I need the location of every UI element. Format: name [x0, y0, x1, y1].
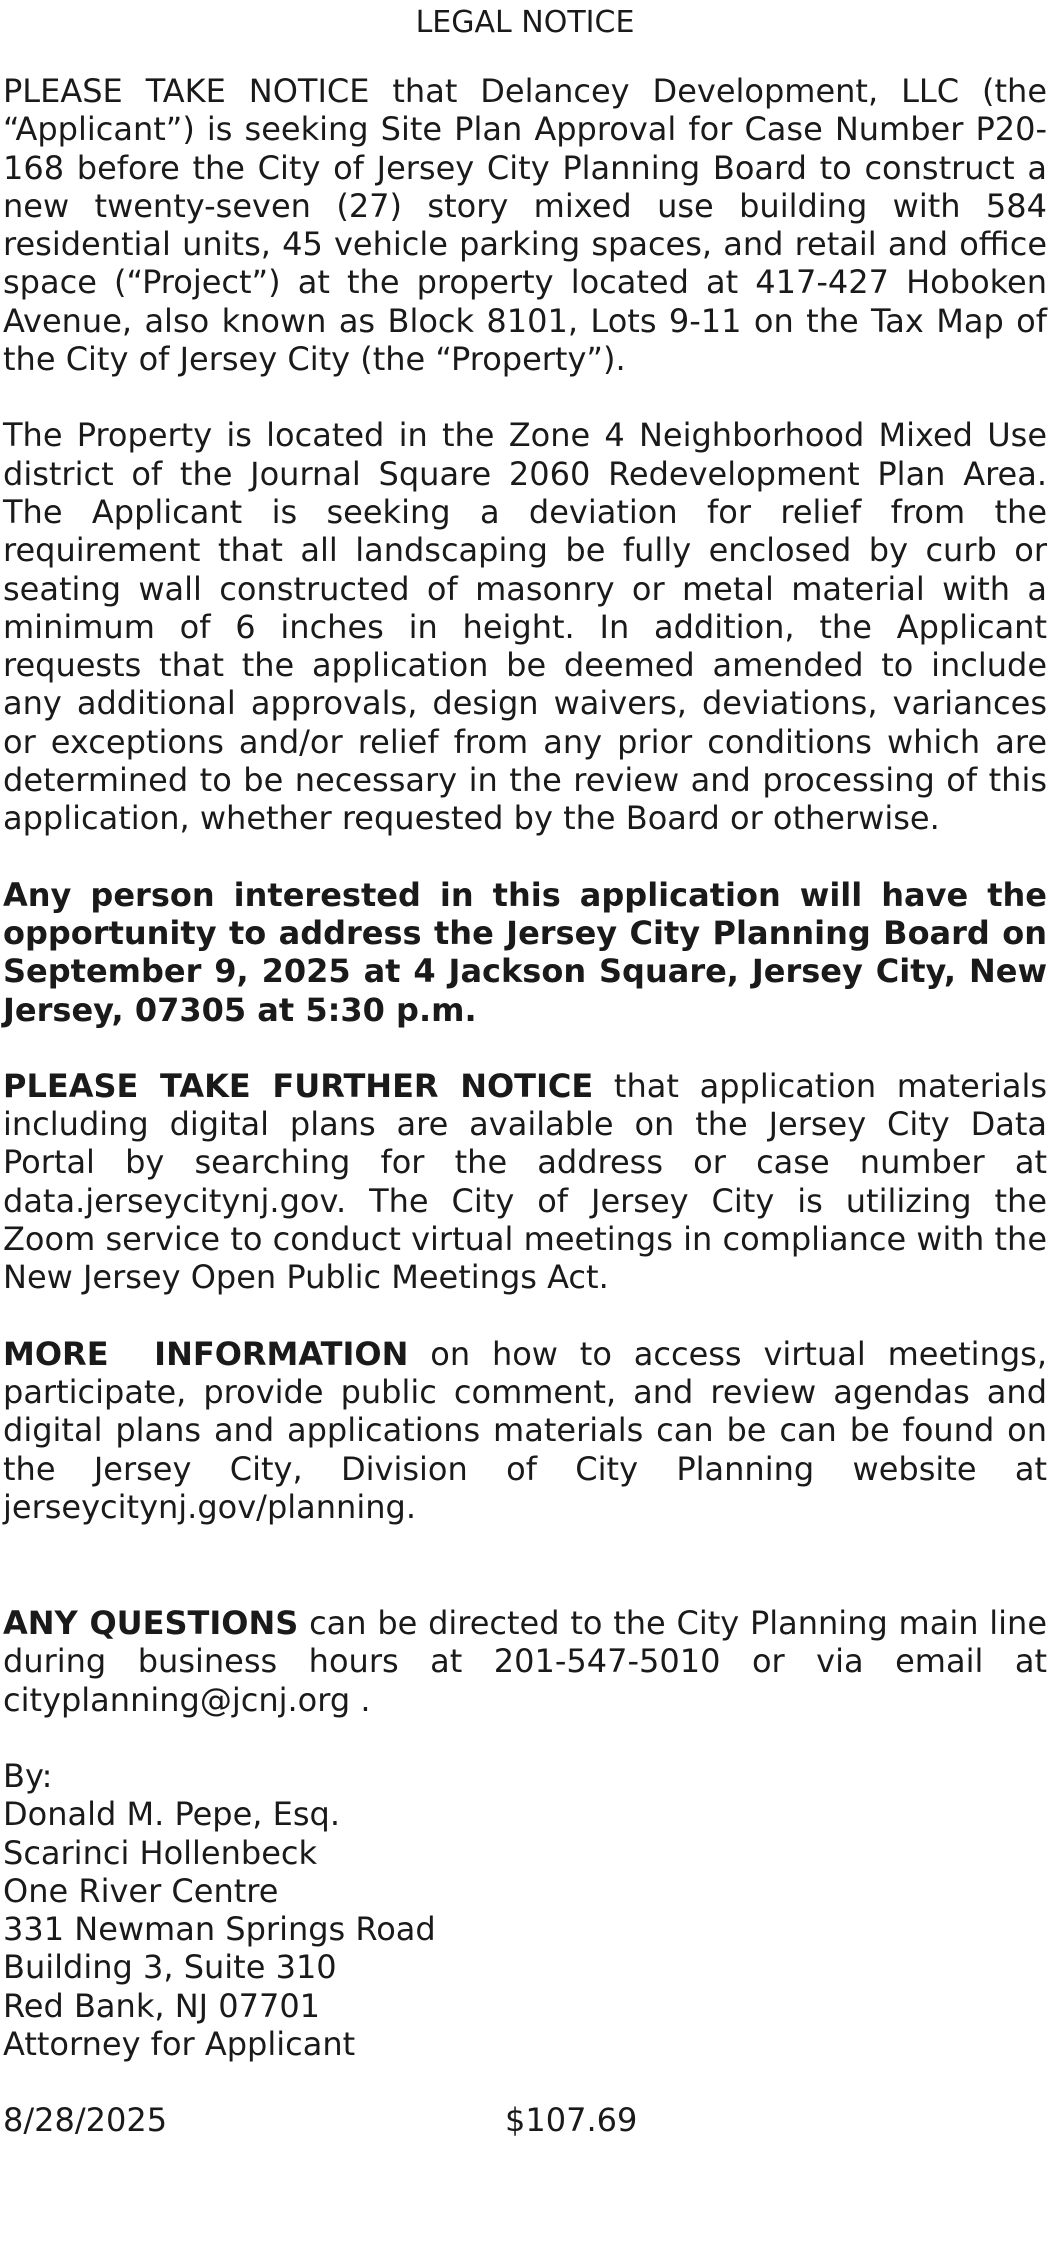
signature-name: Donald M. Pepe, Esq. — [3, 1795, 340, 1834]
legal-notice — [0, 4, 1050, 2141]
notice-footer — [3, 2101, 1047, 2141]
questions-text: can be directed to the City Planning main line during business hours at 201-547-5010 or via email at cityplanning@jcnj.org . — [3, 1604, 1048, 1719]
paragraph-hearing — [3, 876, 1047, 1029]
signature-city: Red Bank, NJ 07701 — [3, 1986, 321, 2025]
more-information-lead: MORE INFORMATION — [3, 1334, 409, 1373]
signature-street: 331 Newman Springs Road — [3, 1910, 436, 1949]
paragraph-property: The Property is located in the Zone 4 Neighborhood Mixed Use district of the Journal Square 2060 Redevelopment Plan Area. The Applicant is seeking a deviation for relief from the requirement that all landscaping be fully enclosed by curb or seating wall constructed of masonry or metal material with a minimum of 6 inches in height. In addition, the Applicant requests that the application be deemed amended to include any additional approvals, design waivers, deviations, variances or exceptions and/or relief from any prior conditions which are determined to be necessary in the review and processing of this application, whether requested by the Board or otherwise. — [3, 416, 1047, 838]
paragraph-more-information — [3, 1335, 1047, 1526]
notice-price: $107.69 — [505, 2101, 638, 2140]
further-notice-text: that application materials including digital plans are available on the Jersey City Data Portal by searching for the address or case number at data.jerseycitynj.gov. The City of Jersey City is utilizing the Zoom service to conduct virtual meetings in compliance with the New Jersey Open Public Meetings Act. — [3, 1066, 1048, 1297]
signature-firm: Scarinci Hollenbeck — [3, 1833, 318, 1872]
paragraph-questions — [3, 1604, 1047, 1719]
signature-role: Attorney for Applicant — [3, 2025, 356, 2064]
signature-block — [3, 1757, 1047, 2063]
hearing-text: Any person interested in this application will have the opportunity to address the Jersey City Planning Board on September 9, 2025 at 4 Jackson Square, Jersey City, New Jersey, 07305 at 5:30 p.m. — [3, 875, 1047, 1029]
signature-by: By: — [3, 1756, 53, 1795]
paragraph-applicant: PLEASE TAKE NOTICE that Delancey Development, LLC (the “Applicant”) is seeking Site Plan Approval for Case Number P20-168 before the City of Jersey City Planning Board to construct a new twenty-seven (27) story mixed use building with 584 residential units, 45 vehicle parking spaces, and retail and office space (“Project”) at the property located at 417-427 Hoboken Avenue, also known as Block 8101, Lots 9-11 on the Tax Map of the City of Jersey City (the “Property”). — [3, 72, 1047, 379]
notice-title: LEGAL NOTICE — [415, 5, 635, 40]
questions-lead: ANY QUESTIONS — [3, 1604, 299, 1643]
paragraph-further-notice — [3, 1067, 1047, 1297]
signature-building: One River Centre — [3, 1871, 279, 1910]
more-information-text: on how to access virtual meetings, participate, provide public comment, and review agendas and digital plans and applications materials can be can be found on the Jersey City, Division of City Planning website at jerseycitynj.gov/planning. — [3, 1334, 1048, 1526]
further-notice-lead: PLEASE TAKE FURTHER NOTICE — [3, 1066, 594, 1105]
publication-date: 8/28/2025 — [3, 2101, 168, 2140]
signature-suite: Building 3, Suite 310 — [3, 1948, 337, 1987]
